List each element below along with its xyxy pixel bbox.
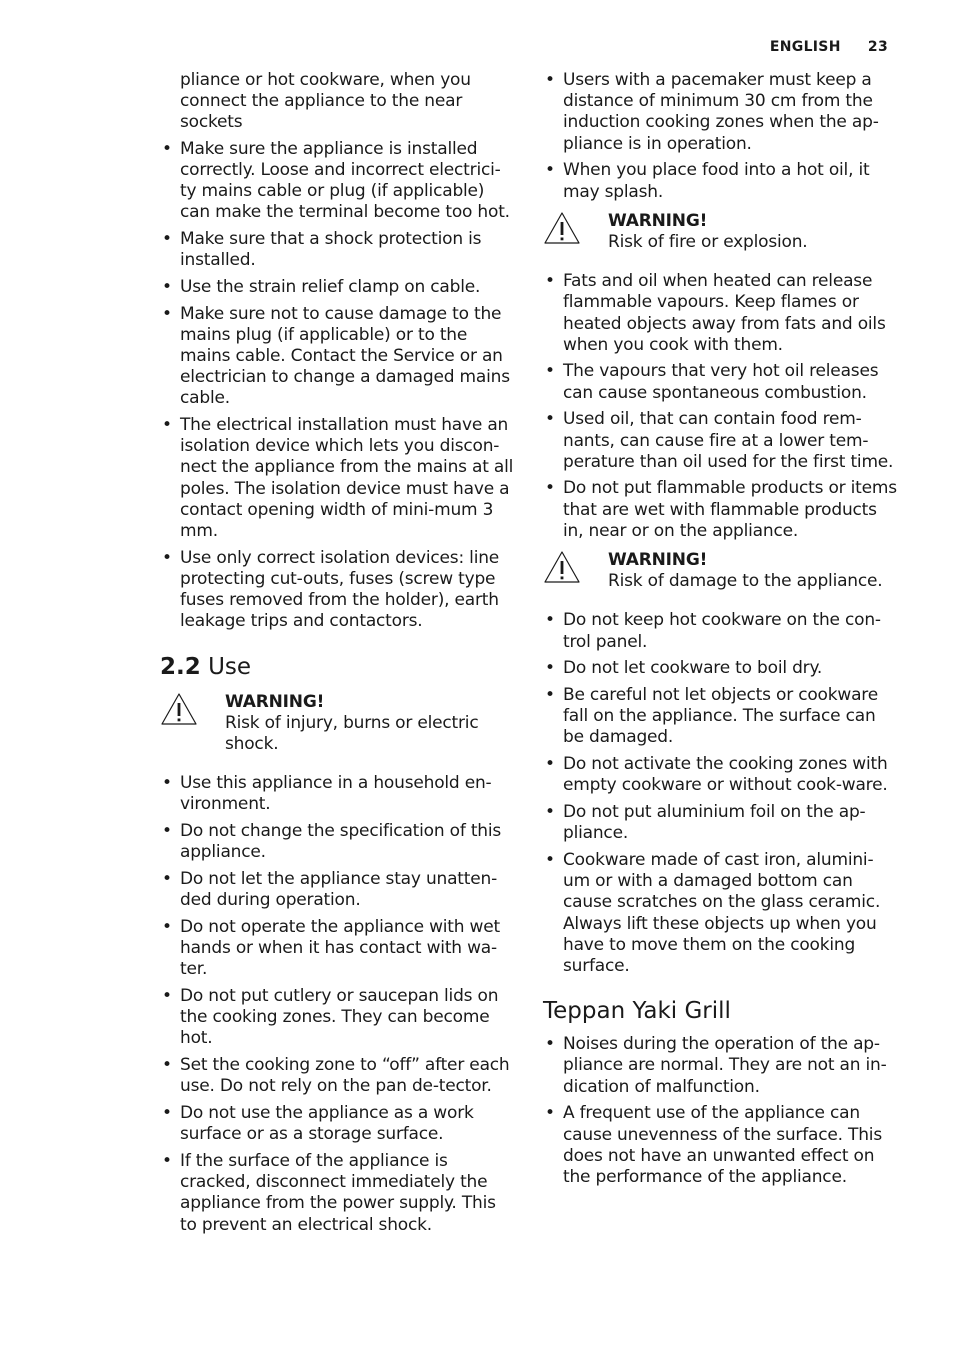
warning-text: Risk of fire or explosion. — [608, 231, 808, 252]
list-item: • Make sure the appliance is installed correctly. Loose and incorrect electrici-ty mains cable or plug (if applicable) can make the terminal become too hot. — [160, 139, 516, 224]
list-item: • Do not let cookware to boil dry. — [543, 658, 899, 679]
warning-title: WARNING! — [608, 550, 708, 571]
page-header — [770, 39, 888, 55]
warning-triangle-icon — [160, 692, 198, 726]
warning-text: Risk of injury, burns or electric shock. — [225, 712, 479, 754]
list-item: • If the surface of the appliance is cracked, disconnect immediately the appliance from the power supply. This to prevent an electrical shock. — [160, 1151, 516, 1236]
left-column — [160, 70, 516, 1241]
subsection-heading: Teppan Yaki Grill — [543, 998, 731, 1025]
list-item: • Fats and oil when heated can release flammable vapours. Keep flames or heated objects away from fats and oils when you cook with them. — [543, 271, 899, 356]
header-language: ENGLISH — [769, 39, 841, 55]
use-list — [160, 773, 516, 1236]
list-item: • Do not use the appliance as a work surface or as a storage surface. — [160, 1103, 516, 1145]
warning-box — [543, 550, 899, 592]
section-number: 2.2 — [160, 653, 201, 680]
pacemaker-list — [543, 70, 899, 203]
list-item: • Do not operate the appliance with wet hands or when it has contact with wa-ter. — [160, 917, 516, 981]
right-column — [543, 70, 899, 1194]
list-item: • Users with a pacemaker must keep a distance of minimum 30 cm from the induction cooking zones when the ap-pliance is in operation. — [543, 70, 899, 155]
warning-box — [543, 211, 899, 253]
list-item: • Noises during the operation of the ap-pliance are normal. They are not an in-dication of malfunction. — [543, 1034, 899, 1098]
list-item: • Do not let the appliance stay unatten-ded during operation. — [160, 869, 516, 911]
warning-triangle-icon — [543, 211, 581, 245]
list-item: • Make sure not to cause damage to the mains plug (if applicable) or to the mains cable. Contact the Service or an electrician to change a damaged mains cable. — [160, 304, 516, 410]
section-heading — [160, 653, 516, 681]
warning-title: WARNING! — [608, 210, 708, 231]
list-item: • When you place food into a hot oil, it may splash. — [543, 160, 899, 202]
teppan-list — [543, 1034, 899, 1188]
installation-list — [160, 139, 516, 633]
list-item: • Make sure that a shock protection is installed. — [160, 229, 516, 271]
warning-triangle-icon — [543, 550, 581, 584]
list-item: • Be careful not let objects or cookware fall on the appliance. The surface can be damaged. — [543, 685, 899, 749]
list-item: • Do not activate the cooking zones with empty cookware or without cook-ware. — [543, 754, 899, 796]
page-number: 23 — [867, 39, 888, 55]
list-item: • The vapours that very hot oil releases can cause spontaneous combustion. — [543, 361, 899, 403]
section-title: Use — [208, 653, 252, 680]
fire-list — [543, 271, 899, 542]
warning-title: WARNING! — [225, 691, 325, 712]
list-item: • Set the cooking zone to “off” after each use. Do not rely on the pan de-tector. — [160, 1055, 516, 1097]
list-item: • Cookware made of cast iron, alumini-um or with a damaged bottom can cause scratches on the glass ceramic. Always lift these objects up when you have to move them on the cooking surface. — [543, 850, 899, 977]
list-item: • Used oil, that can contain food rem-nants, can cause fire at a lower tem-perature than oil used for the first time. — [543, 409, 899, 473]
list-item: • Use only correct isolation devices: line protecting cut-outs, fuses (screw type fuses removed from the holder), earth leakage trips and contactors. — [160, 548, 516, 633]
list-item: • Do not put flammable products or items that are wet with flammable products in, near or on the appliance. — [543, 478, 899, 542]
list-item: • Use the strain relief clamp on cable. — [160, 277, 516, 298]
damage-list — [543, 610, 899, 977]
list-item: • Do not change the specification of this appliance. — [160, 821, 516, 863]
list-item: • Do not put cutlery or saucepan lids on the cooking zones. They can become hot. — [160, 986, 516, 1050]
list-item: • Use this appliance in a household en-vironment. — [160, 773, 516, 815]
list-item: • The electrical installation must have an isolation device which lets you discon-nect the appliance from the mains at all poles. The isolation device must have a contact opening width of mini-mum 3 mm. — [160, 415, 516, 542]
list-item: • Do not keep hot cookware on the con-trol panel. — [543, 610, 899, 652]
list-item: • A frequent use of the appliance can cause unevenness of the surface. This does not have an unwanted effect on the performance of the appliance. — [543, 1103, 899, 1188]
list-item: • Do not put aluminium foil on the ap-pliance. — [543, 802, 899, 844]
warning-text: Risk of damage to the appliance. — [608, 571, 883, 592]
warning-box — [160, 692, 516, 756]
continuation-text: pliance or hot cookware, when you connect the appliance to the near sockets — [180, 70, 471, 133]
